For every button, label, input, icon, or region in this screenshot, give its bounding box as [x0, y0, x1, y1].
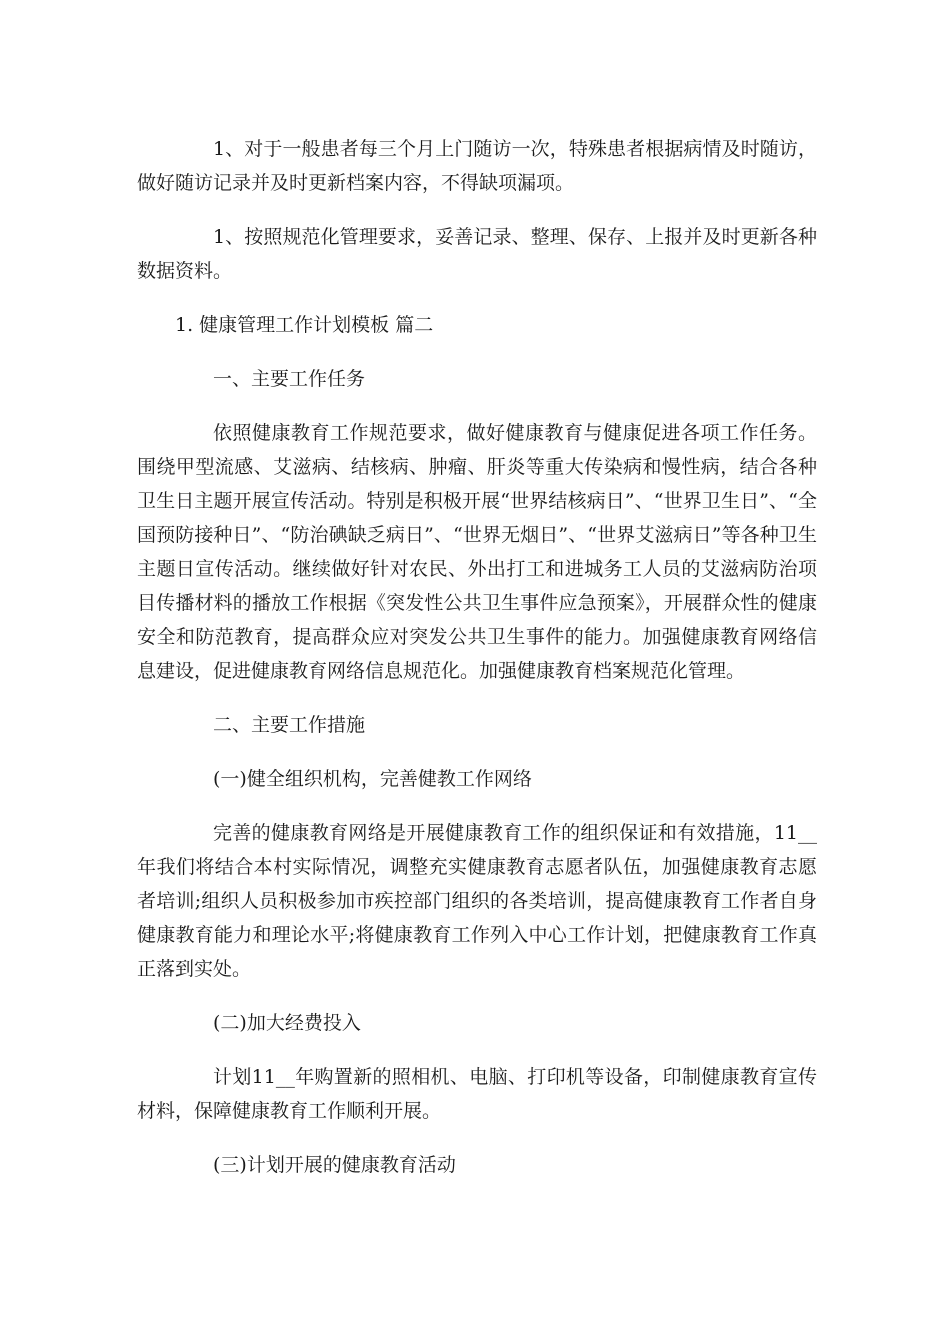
- heading-funding: (二)加大经费投入: [213, 1012, 361, 1034]
- paragraph-funding: 计划11__年购置新的照相机、电脑、打印机等设备，印制健康教育宣传材料，保障健康教育工作顺利开展。: [137, 1066, 817, 1122]
- heading-main-tasks: 一、主要工作任务: [213, 368, 366, 390]
- paragraph-organization: 完善的健康教育网络是开展健康教育工作的组织保证和有效措施，11__年我们将结合本村实际情况，调整充实健康教育志愿者队伍，加强健康教育志愿者培训;组织人员积极参加市疾控部门组织的各类培训，提高健康教育工作者自身健康教育能力和理论水平;将健康教育工作列入中心工作计划，把健康教育工作真正落到实处。: [137, 822, 817, 980]
- paragraph-followup-visits: 1、对于一般患者每三个月上门随访一次，特殊患者根据病情及时随访，做好随访记录并及时更新档案内容，不得缺项漏项。: [137, 138, 817, 194]
- section-title: 1. 健康管理工作计划模板 篇二: [175, 314, 434, 336]
- heading-planned-activities: (三)计划开展的健康教育活动: [213, 1154, 456, 1176]
- document-body: [137, 132, 817, 1182]
- paragraph-data-management: 1、按照规范化管理要求，妥善记录、整理、保存、上报并及时更新各种数据资料。: [137, 226, 817, 282]
- paragraph-main-tasks: 依照健康教育工作规范要求，做好健康教育与健康促进各项工作任务。围绕甲型流感、艾滋病、结核病、肿瘤、肝炎等重大传染病和慢性病，结合各种卫生日主题开展宣传活动。特别是积极开展“世界结核病日”、“世界卫生日”、“全国预防接种日”、“防治碘缺乏病日”、“世界无烟日”、“世界艾滋病日”等各种卫生主题日宣传活动。继续做好针对农民、外出打工和进城务工人员的艾滋病防治项目传播材料的播放工作根据《突发性公共卫生事件应急预案》，开展群众性的健康安全和防范教育，提高群众应对突发公共卫生事件的能力。加强健康教育网络信息建设，促进健康教育网络信息规范化。加强健康教育档案规范化管理。: [137, 422, 817, 682]
- heading-main-measures: 二、主要工作措施: [213, 714, 366, 736]
- heading-organization: (一)健全组织机构，完善健教工作网络: [213, 768, 532, 790]
